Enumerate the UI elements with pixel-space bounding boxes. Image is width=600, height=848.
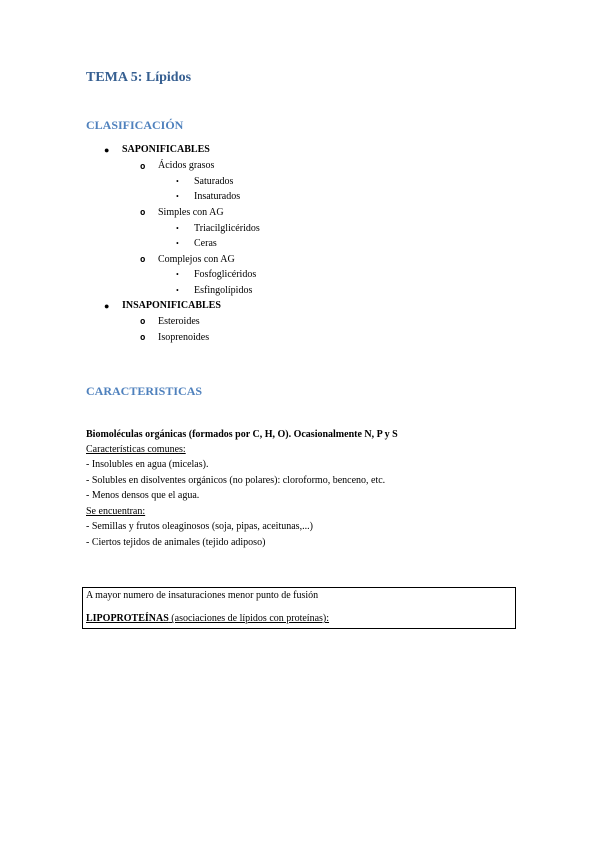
list-item-simples: Simples con AG — [158, 207, 224, 218]
page-title: TEMA 5: Lípidos — [86, 70, 192, 85]
list-item-esfingolipidos: Esfingolípidos — [194, 285, 253, 296]
list-item-saturados: Saturados — [194, 176, 234, 187]
list-item-acidos-grasos: Ácidos grasos — [158, 160, 215, 171]
leaf-bullet-icon: • — [176, 270, 179, 279]
bullet-icon: ● — [104, 301, 110, 311]
section-heading-clasificacion: CLASIFICACIÓN — [86, 118, 184, 132]
list-item-complejos: Complejos con AG — [158, 254, 235, 265]
list-item-fosfogliceridos: Fosfoglicéridos — [194, 269, 257, 280]
bullet-icon: ● — [104, 145, 110, 155]
comunes-line: - Menos densos que el agua. — [86, 490, 200, 501]
leaf-bullet-icon: • — [176, 177, 179, 186]
comunes-line: - Insolubles en agua (micelas). — [86, 459, 209, 470]
encuentran-line: - Semillas y frutos oleaginosos (soja, pipas, aceitunas,...) — [86, 521, 313, 532]
list-item-insaturados: Insaturados — [194, 191, 241, 202]
lipoproteinas-line — [86, 612, 329, 626]
comunes-label: Características comunes: — [86, 444, 186, 455]
lipoproteinas-label: LIPOPROTEÍNAS — [86, 613, 169, 624]
note-box — [82, 587, 516, 629]
list-item-esteroides: Esteroides — [158, 316, 200, 327]
intro-paragraph: Biomoléculas orgánicas (formados por C, H, O). Ocasionalmente N, P y S — [86, 429, 398, 440]
encuentran-line: - Ciertos tejidos de animales (tejido adiposo) — [86, 537, 266, 548]
sub-bullet-icon: o — [140, 333, 146, 343]
note-box-line: A mayor numero de insaturaciones menor punto de fusión — [86, 590, 319, 601]
leaf-bullet-icon: • — [176, 286, 179, 295]
comunes-line: - Solubles en disolventes orgánicos (no polares): cloroformo, benceno, etc. — [86, 475, 386, 486]
list-item-triacilgliceridos: Triacilglicéridos — [194, 223, 260, 234]
encuentran-label: Se encuentran: — [86, 506, 146, 517]
list-item-isoprenoides: Isoprenoides — [158, 332, 210, 343]
list-item-ceras: Ceras — [194, 238, 217, 249]
leaf-bullet-icon: • — [176, 192, 179, 201]
list-item-insaponificables: INSAPONIFICABLES — [122, 300, 221, 311]
list-item-saponificables: SAPONIFICABLES — [122, 144, 210, 155]
sub-bullet-icon: o — [140, 255, 146, 265]
section-heading-caracteristicas: CARACTERISTICAS — [86, 384, 203, 398]
leaf-bullet-icon: • — [176, 224, 179, 233]
sub-bullet-icon: o — [140, 208, 146, 218]
sub-bullet-icon: o — [140, 162, 146, 172]
leaf-bullet-icon: • — [176, 239, 179, 248]
sub-bullet-icon: o — [140, 317, 146, 327]
lipoproteinas-desc: (asociaciones de lípidos con proteínas): — [168, 613, 330, 624]
